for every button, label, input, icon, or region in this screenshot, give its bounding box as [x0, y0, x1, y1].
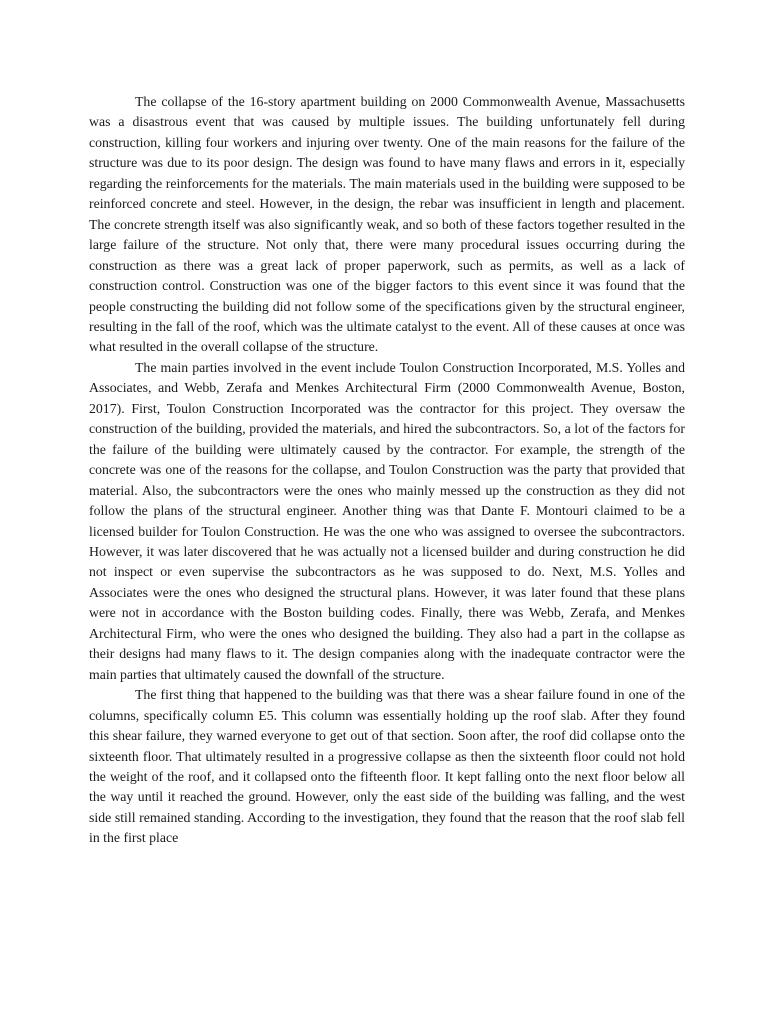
paragraph-sequence-of-events: The first thing that happened to the building was that there was a shear failure found in one of the columns, specifically column E5. This column was essentially holding up the roof slab. After they found this shear failure, they warned everyone to get out of that section. Soon after, the roof did collapse onto the sixteenth floor. That ultimately resulted in a progressive collapse as then the sixteenth floor could not hold the weight of the roof, and it collapsed onto the fifteenth floor. It kept falling onto the next floor below all the way until it reached the ground. However, only the east side of the building was falling, and the west side still remained standing. According to the investigation, they found that the reason that the roof slab fell in the first place [89, 687, 685, 846]
body-text [89, 92, 685, 849]
paragraph-main-parties: The main parties involved in the event include Toulon Construction Incorporated, M.S. Yolles and Associates, and Webb, Zerafa and Menkes Architectural Firm (2000 Commonwealth Avenue, Boston, 2017). First, Toulon Construction Incorporated was the contractor for this project. They oversaw the construction of the building, provided the materials, and hired the subcontractors. So, a lot of the factors for the failure of the building were ultimately caused by the contractor. For example, the strength of the concrete was one of the reasons for the collapse, and Toulon Construction was the party that provided that material. Also, the subcontractors were the ones who mainly messed up the construction as they did not follow the plans of the structural engineer. Another thing was that Dante F. Montouri claimed to be a licensed builder for Toulon Construction. He was the one who was assigned to oversee the subcontractors. However, it was later discovered that he was actually not a licensed builder and during construction he did not inspect or even supervise the subcontractors as he was supposed to do. Next, M.S. Yolles and Associates were the ones who designed the structural plans. However, it was later found that these plans were not in accordance with the Boston building codes. Finally, there was Webb, Zerafa, and Menkes Architectural Firm, who were the ones who designed the building. They also had a part in the collapse as their designs had many flaws to it. The design companies along with the inadequate contractor were the main parties that ultimately caused the downfall of the structure. [89, 359, 685, 682]
paragraph-collapse-overview: The collapse of the 16-story apartment building on 2000 Commonwealth Avenue, Massachusetts was a disastrous event that was caused by multiple issues. The building unfortunately fell during construction, killing four workers and injuring over twenty. One of the main reasons for the failure of the structure was due to its poor design. The design was found to have many flaws and errors in it, especially regarding the reinforcements for the materials. The main materials used in the building were supposed to be reinforced concrete and steel. However, in the design, the rebar was insufficient in length and placement. The concrete strength itself was also significantly weak, and so both of these factors together resulted in the large failure of the structure. Not only that, there were many procedural issues occurring during the construction as there was a great lack of proper paperwork, such as permits, as well as a lack of construction control. Construction was one of the bigger factors to this event since it was found that the people constructing the building did not follow some of the specifications given by the structural engineer, resulting in the fall of the roof, which was the ultimate catalyst to the event. All of these causes at once was what resulted in the overall collapse of the structure. [89, 94, 685, 355]
